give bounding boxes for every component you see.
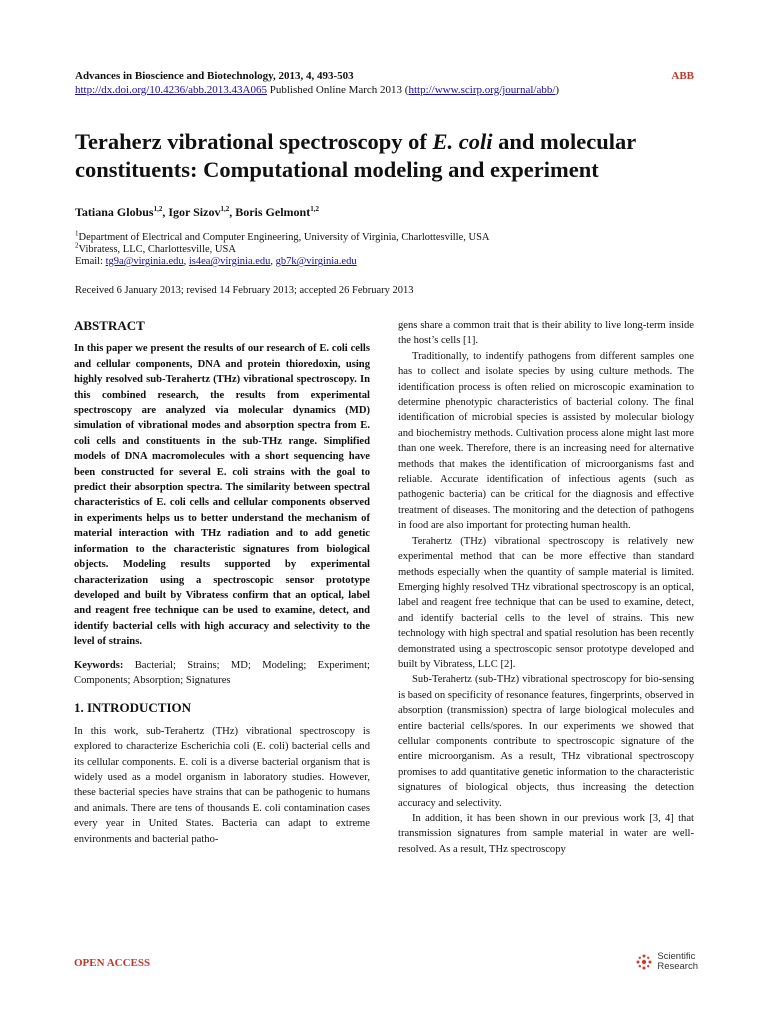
title-ecoli: E. coli bbox=[432, 129, 493, 154]
abstract-text: In this paper we present the results of our research of E. coli cells and cellular components, DNA and protein thioredoxin, using highly resolved sub-Terahertz (THz) vibrational spectroscopy. In this combined research, the results from experimental spectroscopy are analyzed via molecular dynamics (MD) simulation of vibrational modes and absorption spectra from E. coli cells and constituents in the sub-THz range. Simplified models of DNA macromolecules with a short sequencing have been constructed for several E. coli strains with the goal to predict their absorption spectra. The similarity between spectral characteristics of E. coli cells and cellular components observed in experiments helps us to better understand the mechanism of material interaction with THz radiation and to add genetic information to the characteristic signatures from biological objects. Modeling results supported by experimental characterization using a spectroscopic sensor prototype developed and built by Vibratess confirm that an optical, label and reagent free technique can be used to examine, detect, and identify bacterial cells with high accuracy and selectivity to the level of strains. bbox=[74, 343, 370, 648]
author-affil: 1,2 bbox=[310, 205, 319, 213]
affiliations bbox=[75, 229, 490, 268]
author-name: Boris Gelmont bbox=[235, 205, 311, 219]
email-sep: , bbox=[183, 256, 189, 267]
author-list bbox=[75, 205, 319, 220]
intro-paragraph-2: Traditionally, to indentify pathogens from different samples one has to collect and isolate species by using culture methods. The identification process is often relied on microscopic examination to determine phenotypic characteristics of bacterial colony. The final identification of microbial species is assisted by molecular biology and biochemistry methods. Cultivation process alone might last more than one week. Therefore, there is an increasing need for alternative methods that makes the identification of microorganisms fast and reliable. Accurate identification of infectious agents (such as pathogenic bacteria) can be critical for the diagnosis and effective treatment of diseases. The monitoring and the detection of pathogens in food are also important for protecting human health. bbox=[398, 350, 694, 532]
logo-line-2: Research bbox=[657, 961, 698, 972]
author-sep: , bbox=[229, 205, 236, 219]
email-link[interactable]: gb7k@virginia.edu bbox=[275, 256, 357, 267]
abstract-heading: ABSTRACT bbox=[74, 318, 145, 333]
doi-link[interactable]: http://dx.doi.org/10.4236/abb.2013.43A065 bbox=[75, 84, 267, 96]
email-label: Email: bbox=[75, 256, 106, 267]
right-column bbox=[398, 318, 694, 857]
title-part2: and molecular constituents: Computational modeling and experiment bbox=[75, 129, 636, 182]
journal-site-link[interactable]: http://www.scirp.org/journal/abb/ bbox=[408, 84, 556, 96]
email-sep: , bbox=[270, 256, 276, 267]
email-link[interactable]: tg9a@virginia.edu bbox=[105, 256, 184, 267]
logo-text bbox=[657, 952, 698, 972]
received-dates: Received 6 January 2013; revised 14 February 2013; accepted 26 February 2013 bbox=[75, 285, 414, 296]
author-name: Igor Sizov bbox=[168, 205, 221, 219]
title-part1: Teraherz vibrational spectroscopy of bbox=[75, 129, 433, 154]
published-text: Published Online March 2013 ( bbox=[267, 84, 409, 96]
journal-citation: Advances in Bioscience and Biotechnology, 2013, 4, 493-503 bbox=[75, 70, 354, 82]
paper-title bbox=[75, 128, 705, 184]
affiliation-2 bbox=[75, 241, 490, 256]
open-access-label: OPEN ACCESS bbox=[74, 957, 151, 969]
affil-text: Vibratess, LLC, Charlottesville, USA bbox=[78, 244, 236, 255]
author-affil: 1,2 bbox=[220, 205, 230, 213]
publisher-logo bbox=[635, 952, 698, 972]
keywords-label: Keywords: bbox=[74, 659, 124, 671]
intro-paragraph-5: In addition, it has been shown in our previous work [3, 4] that transmission signatures from sample material in water are well-resolved. As a result, THz spectroscopy bbox=[398, 813, 694, 855]
close-paren: ) bbox=[555, 84, 560, 96]
affil-number: 2 bbox=[75, 241, 79, 250]
keywords-text: Bacterial; Strains; MD; Modeling; Experiment; Components; Absorption; Signatures bbox=[74, 659, 370, 686]
affiliation-1 bbox=[75, 229, 490, 244]
affil-number: 1 bbox=[75, 229, 79, 238]
email-line bbox=[75, 256, 490, 268]
left-column bbox=[74, 318, 370, 847]
author-name: Tatiana Globus bbox=[75, 205, 154, 219]
intro-paragraph-1-cont: gens share a common trait that is their ability to live long-term inside the host’s cells [1]. bbox=[398, 320, 694, 347]
doi-line bbox=[75, 84, 559, 96]
author-sep: , bbox=[162, 205, 169, 219]
scientific-research-logo-icon bbox=[635, 953, 653, 971]
logo-line-1: Scientific bbox=[657, 951, 696, 962]
introduction-heading: 1. INTRODUCTION bbox=[74, 700, 192, 716]
author-affil: 1,2 bbox=[153, 205, 163, 213]
affil-text: Department of Electrical and Computer Engineering, University of Virginia, Charlottesville, USA bbox=[78, 232, 490, 243]
keywords bbox=[74, 658, 370, 689]
intro-paragraph-4: Sub-Terahertz (sub-THz) vibrational spectroscopy for bio-sensing is based on specificity of resonance features, fingerprints, observed in absorption (transmission) spectra of large biological molecules and entire bacterial cells/spores. In our experiments we showed that cellular components contribute to spectroscopic signature of the entire microorganism. As a result, THz vibrational spectroscopy promises to add quantitative genetic information to the characteristic signatures of biological objects, thus increasing the detection accuracy and selectivity. bbox=[398, 674, 694, 809]
journal-abbrev: ABB bbox=[671, 70, 694, 82]
intro-paragraph-1: In this work, sub-Terahertz (THz) vibrational spectroscopy is explored to characterize Escherichia coli (E. coli) bacterial cells and its cellular components. E. coli is a diverse bacterial organism that is widely used as a model organism in laboratory studies. However, these bacterial species have strains that can be pathogenic to humans and animals. There are tens of thousands E. coli contamination cases every year in United States. Bacteria can adapt to extreme environments and bacterial patho- bbox=[74, 725, 370, 845]
intro-paragraph-3: Terahertz (THz) vibrational spectroscopy is relatively new experimental method that can be more effective than standard methods especially when the quantity of sample material is limited. Emerging highly resolved THz vibrational spectroscopy is an optical, label and reagent free technique that can be used to examine, detect, and identify bacterial cells to the level of strains. This new technology with high spectral and spatial resolution has been recently demonstrated using a spectroscopic sensor prototype developed and built by Vibratess, LLC [2]. bbox=[398, 535, 694, 670]
email-link[interactable]: is4ea@virginia.edu bbox=[188, 256, 271, 267]
